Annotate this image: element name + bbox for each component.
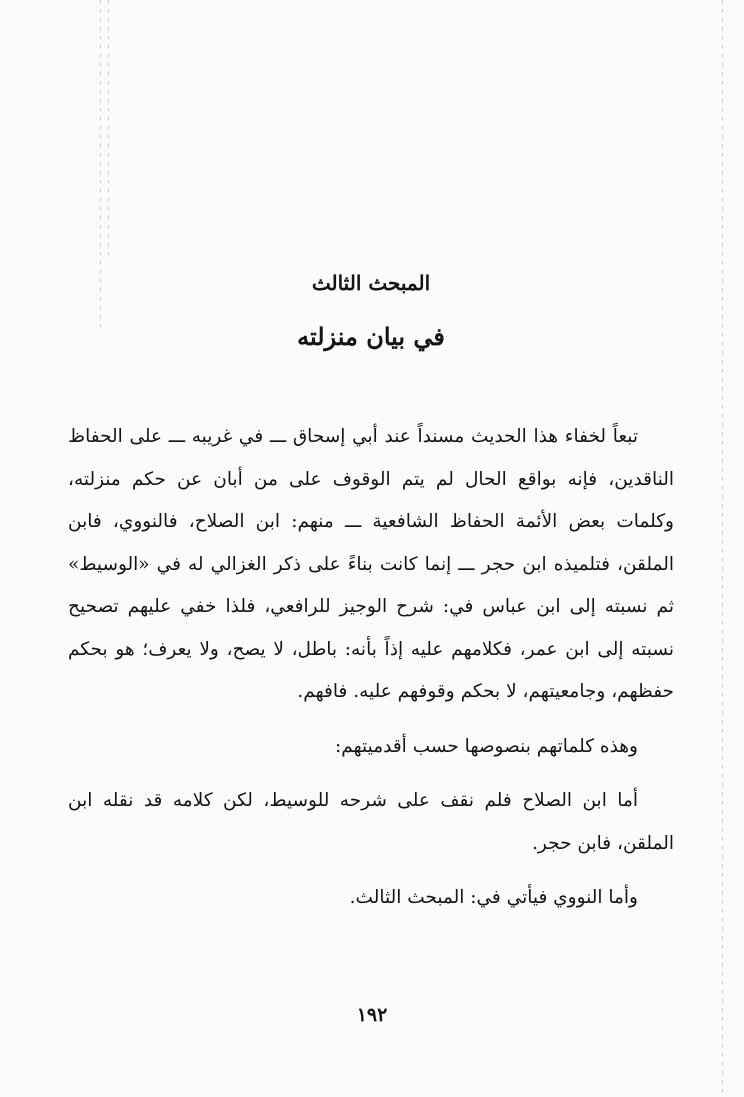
paragraph-quotes-intro: وهذه كلماتهم بنصوصها حسب أقدميتهم: [334,735,638,757]
section-subtitle: في بيان منزلته [297,322,445,351]
paragraph-ibn-salah: أما ابن الصلاح فلم نقف على شرحه للوسيط، لكن كلامه قد نقله ابن الملقن، فابن حجر. [68,790,674,854]
page-number: ١٩٢ [356,1004,388,1026]
paragraph-nawawi: وأما النووي فيأتي في: المبحث الثالث. [349,887,638,908]
paragraph-intro: تبعاً لخفاء هذا الحديث مسنداً عند أبي إسحاق ـــ في غريبه ـــ على الحفاظ الناقدين، فإنه بواقع الحال لم يتم الوقوف على من أبان عن حكم منزلته، وكلمات بعض الأئمة الحفاظ الشافعية ـــ منهم: ابن الصلاح، فالنووي، فابن الملقن، فتلميذه ابن حجر ـــ إنما كانت بناءً على ذكر الغزالي له في «الوسيط» ثم نسبته إلى ابن عباس في: شرح الوجيز للرافعي، فلذا خفي عليهم تصحيح نسبته إلى ابن عمر، فكلامهم عليه إذاً بأنه: باطل، لا يصح، ولا يعرف؛ هو بحكم حفظهم، وجامعيتهم، لا بحكم وقوفهم عليه. فافهم. [68,426,674,702]
section-title: المبحث الثالث [311,271,431,295]
scan-margin-mark [722,0,723,1097]
scan-margin-mark [108,0,109,260]
page-body [68,256,674,920]
